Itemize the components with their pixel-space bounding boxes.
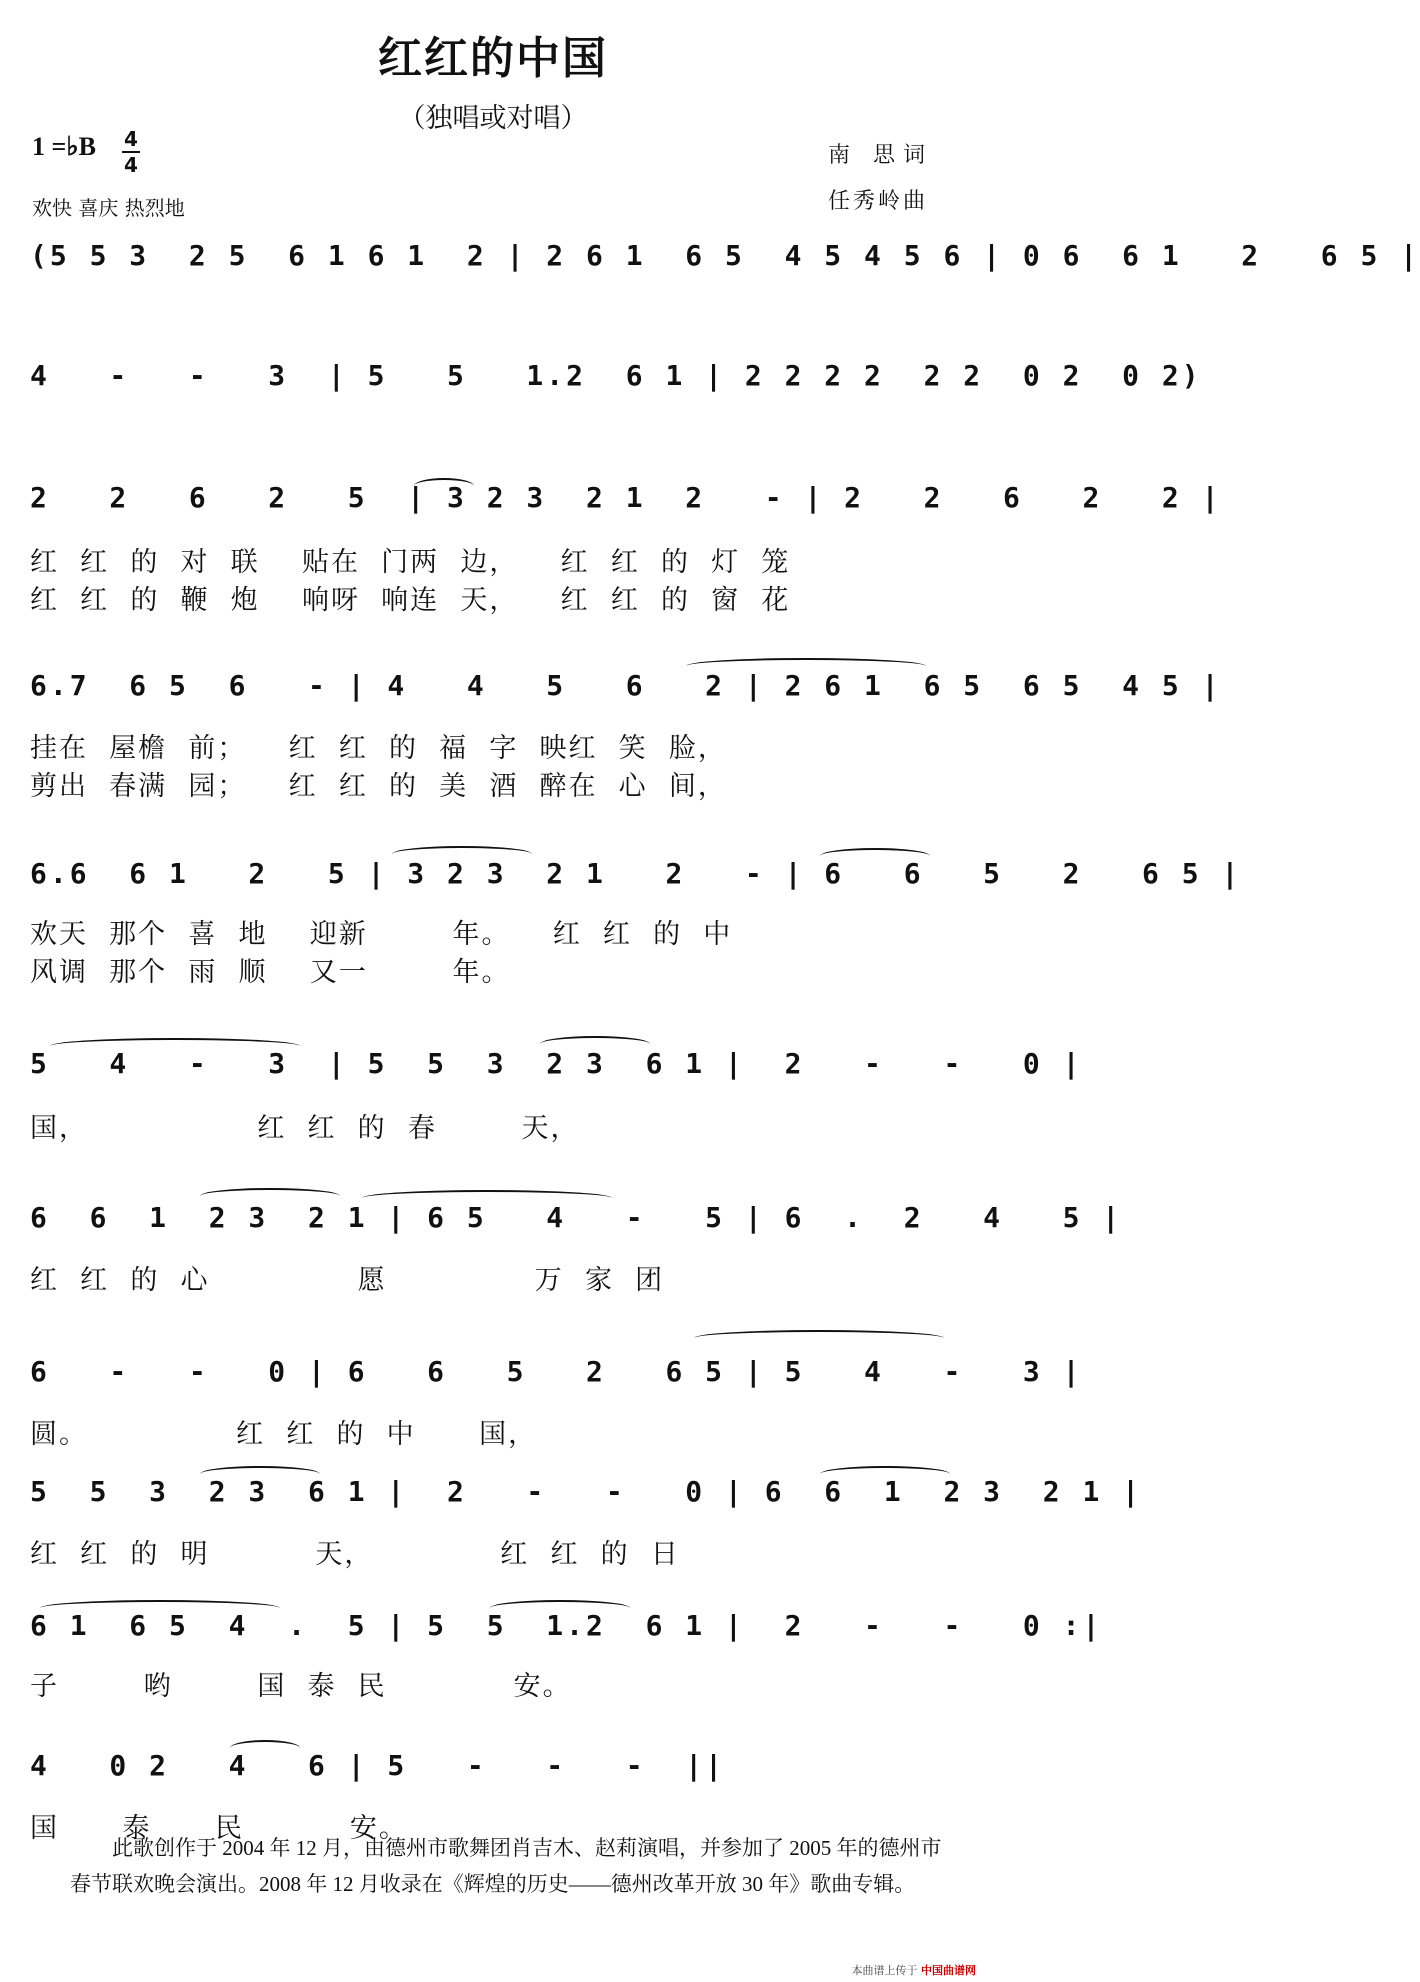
song-note-paragraph: 此歌创作于 2004 年 12 月，由德州市歌舞团肖吉木、赵莉演唱，并参加了 2005 年的德州市春节联欢晚会演出。2008 年 12 月收录在《辉煌的历史——德州改革开放 30 年》歌曲专辑。 [70, 1836, 942, 1896]
lyricist-credit: 南 思词 [828, 143, 933, 168]
score-line-3: 2 2 6 2 5 | 3 2 3 2 1 2 - | 2 2 6 2 2 | [30, 481, 1222, 514]
composer-credit: 任秀岭曲 [828, 189, 929, 214]
footer-prefix: 本曲谱上传于 [851, 1964, 918, 1977]
slur-mark [820, 848, 930, 864]
score-line-1: (5 5 3 2 5 6 1 6 1 2 | 2 6 1 6 5 4 5 4 5 6 | 0 6 6 1 2 6 5 | [30, 239, 1420, 272]
slur-mark [820, 1466, 950, 1482]
lyric-line-6a: 国， 红 红 的 春 天， [30, 1113, 580, 1144]
slur-mark [200, 1466, 320, 1482]
lyric-line-7a: 红 红 的 心 愿 万 家 团 [30, 1265, 665, 1296]
score-line-7: 6 6 1 2 3 2 1 | 6 5 4 - 5 | 6 . 2 4 5 | [30, 1201, 1123, 1234]
slur-mark [414, 478, 474, 494]
slur-mark [540, 1036, 650, 1052]
lyric-line-8a: 圆。 红 红 的 中 国， [30, 1419, 538, 1450]
lyric-line-4b: 剪出 春满 园； 红 红 的 美 酒 醉在 心 间， [30, 771, 727, 802]
slur-mark [40, 1600, 280, 1616]
time-signature [122, 128, 140, 176]
lyric-line-10a: 子 哟 国 泰 民 安。 [30, 1671, 572, 1702]
slur-mark [50, 1038, 300, 1054]
lyric-line-5b: 风调 那个 雨 顺 又一 年。 [30, 957, 511, 988]
site-footer [852, 1962, 977, 1978]
slur-mark [490, 1600, 630, 1616]
lyric-line-3a: 红 红 的 对 联 贴在 门两 边， 红 红 的 灯 笼 [30, 547, 791, 578]
lyric-line-11a: 国 泰 民 安。 [30, 1813, 408, 1844]
score-line-5: 6.6 6 1 2 5 | 3 2 3 2 1 2 - | 6 6 5 2 6 5 | [30, 857, 1242, 890]
slur-mark [230, 1740, 300, 1756]
footer-site-logo: 中国曲谱网 [921, 1964, 976, 1977]
lyric-line-4a: 挂在 屋檐 前； 红 红 的 福 字 映红 笑 脸， [30, 733, 727, 764]
lyric-line-3b: 红 红 的 鞭 炮 响呀 响连 天， 红 红 的 窗 花 [30, 585, 791, 616]
time-signature-bottom: 4 [124, 153, 138, 177]
score-line-10: 6 1 6 5 4 . 5 | 5 5 1.2 6 1 | 2 - - 0 :| [30, 1609, 1103, 1642]
song-title: 红红的中国 [378, 33, 608, 84]
score-line-8: 6 - - 0 | 6 6 5 2 6 5 | 5 4 - 3 | [30, 1355, 1083, 1388]
score-line-6: 5 4 - 3 | 5 5 3 2 3 6 1 | 2 - - 0 | [30, 1047, 1083, 1080]
tempo-marking: 欢快 喜庆 热烈地 [32, 196, 185, 220]
slur-mark [686, 658, 926, 674]
score-line-11: 4 0 2 4 6 | 5 - - - || [30, 1749, 726, 1782]
score-line-2: 4 - - 3 | 5 5 1.2 6 1 | 2 2 2 2 2 2 0 2 0 2) [30, 359, 1202, 392]
slur-mark [694, 1330, 944, 1346]
slur-mark [362, 1190, 612, 1206]
lyric-line-9a: 红 红 的 明 天， 红 红 的 日 [30, 1539, 680, 1570]
time-signature-top: 4 [124, 127, 138, 151]
score-line-4: 6.7 6 5 6 - | 4 4 5 6 2 | 2 6 1 6 5 6 5 4 5 | [30, 669, 1222, 702]
slur-mark [392, 846, 532, 862]
score-line-9: 5 5 3 2 3 6 1 | 2 - - 0 | 6 6 1 2 3 2 1 | [30, 1475, 1143, 1508]
lyric-line-5a: 欢天 那个 喜 地 迎新 年。 红 红 的 中 [30, 919, 733, 950]
slur-mark [200, 1188, 340, 1204]
key-signature: 1 =♭B [32, 132, 96, 161]
song-subtitle: （独唱或对唱） [398, 103, 588, 134]
